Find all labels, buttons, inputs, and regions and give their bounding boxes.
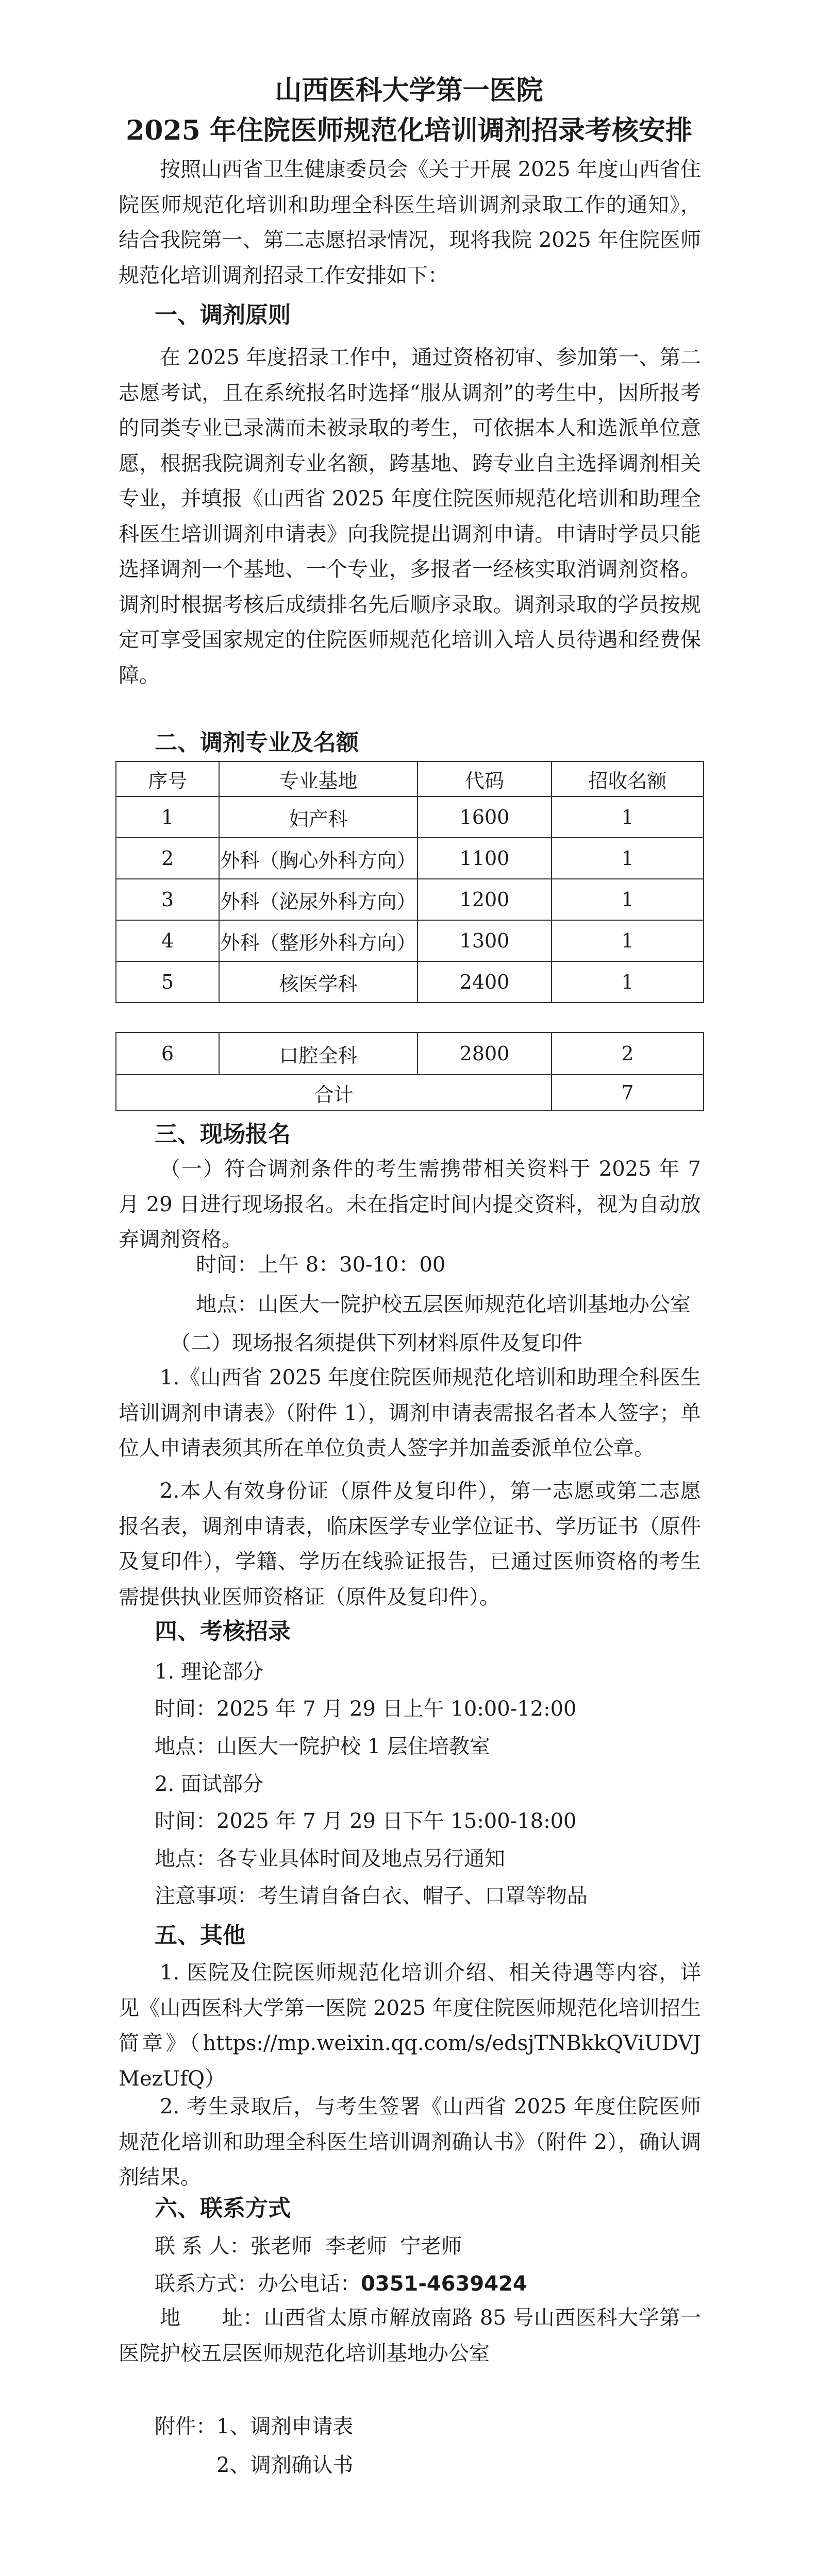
table-total-row: [116, 1075, 704, 1111]
section-heading-assessment: 四、考核招录: [155, 1618, 291, 1645]
attachment-item-1: 1、调剂申请表: [216, 2415, 354, 2438]
contact-person-label: 联 系 人：: [155, 2234, 251, 2258]
interview-title: 2. 面试部分: [155, 1772, 263, 1796]
contact-person-row: [155, 2236, 462, 2257]
table-cell: 6: [116, 1032, 219, 1075]
principles-paragraph: 在 2025 年度招录工作中，通过资格初审、参加第一、第二志愿考试，且在系统报名时选择“服从调剂”的考生中，因所报考的同类专业已录满而未被录取的考生，可依据本人和选派单位意愿，根据我院调剂专业名额，跨基地、跨专业自主选择调剂相关专业，并填报《山西省 2025 年度住院医师规范化培训和助理全科医生培训调剂申请表》向我院提出调剂申请。申请时学员只能选择调剂一个基地、一个专业，多报者一经核实取消调剂资格。调剂时根据考核后成绩排名先后顺序录取。调剂录取的学员按规定可享受国家规定的住院医师规范化培训入培人员待遇和经费保障。: [119, 346, 701, 687]
table-cell: 3: [116, 879, 219, 920]
table-cell: 口腔全科: [219, 1032, 418, 1075]
table-header-cell: 序号: [116, 761, 219, 796]
interview-place: 地点：各专业具体时间及地点另行通知: [155, 1847, 505, 1871]
document-title-hospital: 山西医科大学第一医院: [275, 75, 543, 106]
table-cell: 1200: [418, 879, 552, 920]
contact-address: [119, 2300, 701, 2371]
table-header-cell: 专业基地: [219, 761, 418, 796]
table-cell: 1600: [418, 796, 552, 838]
table-cell: 4: [116, 920, 219, 961]
table-row: [116, 879, 704, 920]
materials-item-2: 2.本人有效身份证（原件及复印件），第一志愿或第二志愿报名表，调剂申请表，临床医学专业学位证书、学历证书（原件及复印件），学籍、学历在线验证报告，已通过医师资格的考生需提供执业医师资格证（原件及复印件）。: [119, 1479, 701, 1609]
table-header-row: [116, 761, 704, 796]
table-cell: 外科（整形外科方向）: [219, 920, 418, 961]
table-header-cell: 招收名额: [552, 761, 704, 796]
section-heading-contact: 六、联系方式: [155, 2195, 291, 2222]
table-cell: 2: [116, 838, 219, 879]
assessment-notice: 注意事项：考生请自备白衣、帽子、口罩等物品: [155, 1884, 588, 1908]
table-cell: 1100: [418, 838, 552, 879]
table-cell: 1: [552, 796, 704, 838]
table-cell: 1300: [418, 920, 552, 961]
section-heading-registration: 三、现场报名: [155, 1121, 291, 1147]
interview-time: 时间：2025 年 7 月 29 日下午 15:00-18:00: [155, 1809, 577, 1833]
contact-address-label: 地 址：: [160, 2306, 264, 2330]
other-item-1: 1. 医院及住院医师规范化培训介绍、相关待遇等内容，详见《山西医科大学第一医院 2025 年度住院医师规范化培训招生简章》（https://mp.weixin.qq.com/s/edsjTNBkkQViUDVJMezUfQ）: [119, 1961, 701, 2091]
intro-paragraph: 按照山西省卫生健康委员会《关于开展 2025 年度山西省住院医师规范化培训和助理全科医生培训调剂录取工作的通知》，结合我院第一、第二志愿招录情况，现将我院 2025 年住院医师规范化培训调剂招录工作安排如下：: [119, 158, 701, 287]
other-item-2: 2. 考生录取后，与考生签署《山西省 2025 年度住院医师规范化培训和助理全科医生培训调剂确认书》（附件 2），确认调剂结果。: [119, 2095, 701, 2189]
table-cell: 1: [552, 961, 704, 1003]
attachments-row: [155, 2416, 353, 2437]
attachments-label: 附件：: [155, 2415, 216, 2438]
table-cell: 2800: [418, 1032, 552, 1075]
table-cell: 1: [552, 920, 704, 961]
table-cell: 外科（胸心外科方向）: [219, 838, 418, 879]
table-cell: 2400: [418, 961, 552, 1003]
registration-paragraph: （一）符合调剂条件的考生需携带相关资料于 2025 年 7 月 29 日进行现场报名。未在指定时间内提交资料，视为自动放弃调剂资格。: [119, 1157, 701, 1251]
theory-title: 1. 理论部分: [155, 1660, 263, 1684]
section-heading-other: 五、其他: [155, 1922, 245, 1948]
theory-place: 地点：山医大一院护校 1 层住培教室: [155, 1735, 490, 1758]
materials-item-1: 1.《山西省 2025 年度住院医师规范化培训和助理全科医生培训调剂申请表》（附件 1），调剂申请表需报名者本人签字；单位人申请表须其所在单位负责人签字并加盖委派单位公章。: [119, 1366, 701, 1460]
table-row: [116, 961, 704, 1003]
theory-time: 时间：2025 年 7 月 29 日上午 10:00-12:00: [155, 1697, 577, 1721]
contact-method-value: 办公电话：: [258, 2272, 361, 2296]
table-cell: 5: [116, 961, 219, 1003]
table-cell: 妇产科: [219, 796, 418, 838]
table-cell: 1: [116, 796, 219, 838]
registration-time: 时间：上午 8：30-10：00: [196, 1253, 446, 1277]
registration-place: 地点：山医大一院护校五层医师规范化培训基地办公室: [196, 1293, 691, 1316]
contact-address-value: 山西省太原市解放南路 85 号山西医科大学第一医院护校五层医师规范化培训基地办公室: [119, 2306, 701, 2365]
quota-table-continued: [115, 1032, 704, 1111]
table-total-label: 合计: [116, 1075, 552, 1111]
materials-intro: （二）现场报名须提供下列材料原件及复印件: [170, 1331, 582, 1355]
table-cell: 核医学科: [219, 961, 418, 1003]
section-heading-quota: 二、调剂专业及名额: [155, 730, 359, 756]
table-row: [116, 796, 704, 838]
table-row: [116, 1032, 704, 1075]
table-row: [116, 920, 704, 961]
table-cell: 外科（泌尿外科方向）: [219, 879, 418, 920]
table-cell: 1: [552, 879, 704, 920]
contact-method-row: [155, 2274, 527, 2294]
table-header-cell: 代码: [418, 761, 552, 796]
document-title: 2025 年住院医师规范化培训调剂招录考核安排: [126, 115, 692, 146]
table-cell: 2: [552, 1032, 704, 1075]
table-total-value: 7: [552, 1075, 704, 1111]
contact-method-label: 联系方式：: [155, 2272, 258, 2296]
section-heading-principles: 一、调剂原则: [155, 302, 291, 328]
table-row: [116, 838, 704, 879]
table-cell: 1: [552, 838, 704, 879]
quota-table: [115, 761, 704, 1003]
office-phone: 0351-4639424: [361, 2272, 527, 2296]
attachment-item-2: 2、调剂确认书: [216, 2453, 354, 2477]
contact-person-value: 张老师 李老师 宁老师: [250, 2234, 462, 2258]
